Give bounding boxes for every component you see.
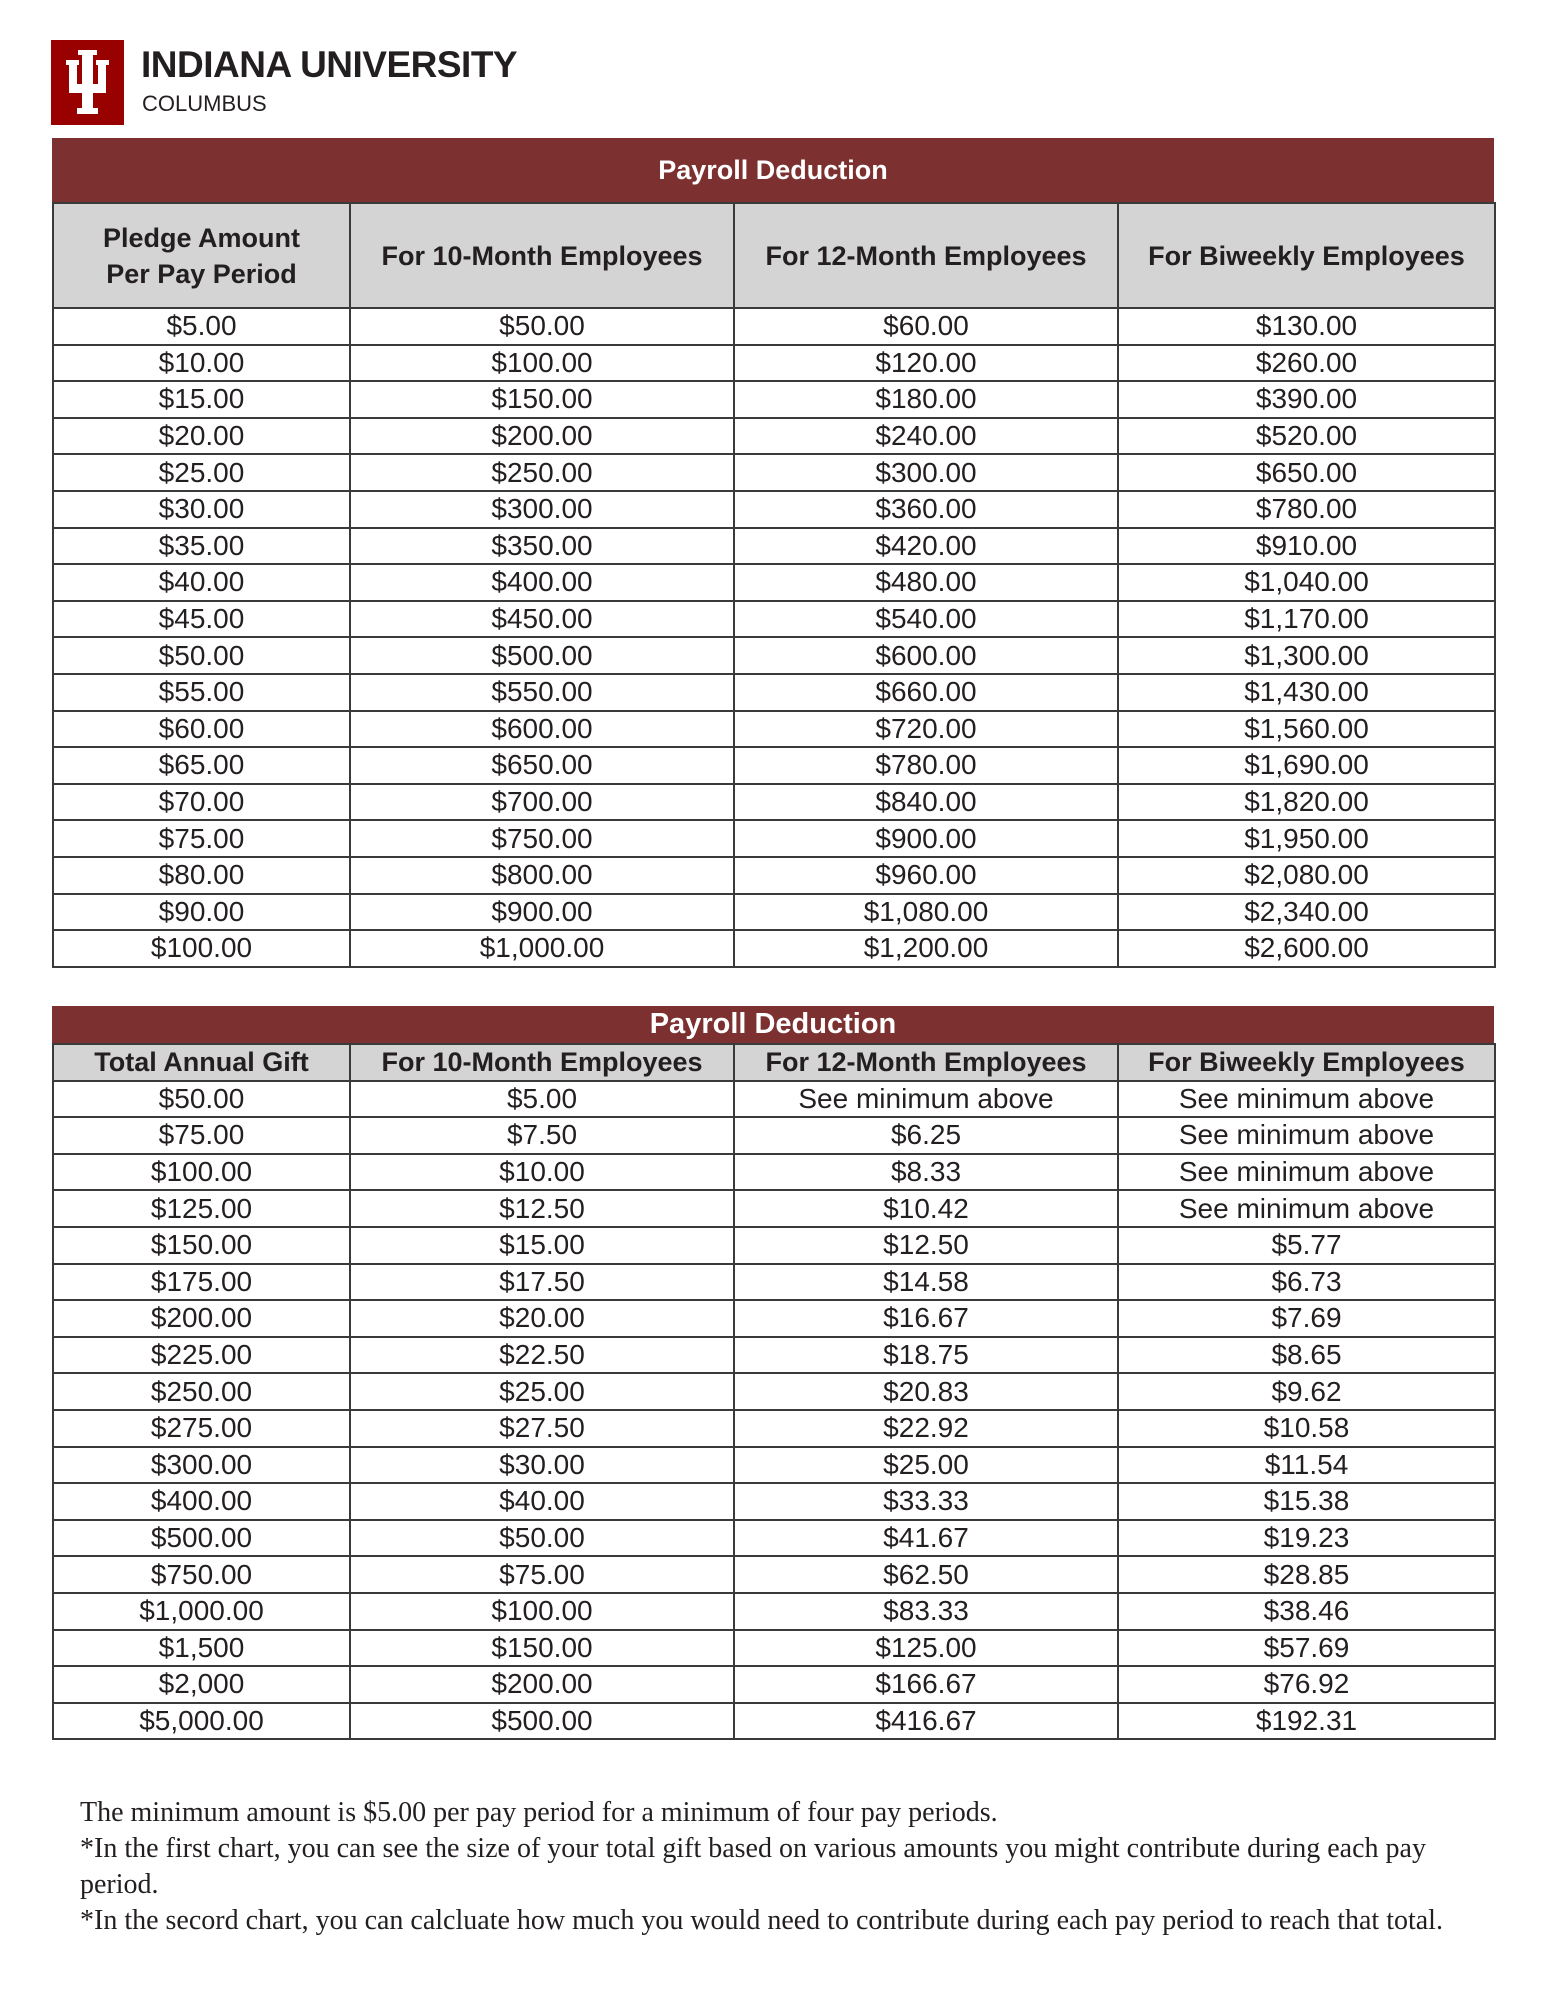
iu-trident-logo-icon — [51, 40, 124, 125]
table-cell: $57.69 — [1118, 1630, 1495, 1667]
table-cell: $390.00 — [1118, 381, 1495, 418]
col-header-12-month: For 12-Month Employees — [734, 203, 1118, 308]
table-row — [53, 674, 1495, 711]
table-cell: $100.00 — [53, 1154, 350, 1191]
table-row — [53, 1703, 1495, 1740]
table-cell: $650.00 — [350, 747, 734, 784]
table-cell: $600.00 — [734, 637, 1118, 674]
table-cell: $120.00 — [734, 345, 1118, 382]
table-cell: $25.00 — [350, 1373, 734, 1410]
table-cell: $20.83 — [734, 1373, 1118, 1410]
table-cell: $8.65 — [1118, 1337, 1495, 1374]
table-cell: $50.00 — [350, 1520, 734, 1557]
col-header-10-month: For 10-Month Employees — [350, 1044, 734, 1081]
table-cell: $125.00 — [734, 1630, 1118, 1667]
table-cell: $75.00 — [53, 1117, 350, 1154]
table-cell: $75.00 — [350, 1556, 734, 1593]
table-cell: $1,690.00 — [1118, 747, 1495, 784]
table-cell: $25.00 — [53, 454, 350, 491]
table-cell: $50.00 — [350, 308, 734, 345]
table-row — [53, 1483, 1495, 1520]
table-row — [53, 711, 1495, 748]
table-row — [53, 1410, 1495, 1447]
note-second-chart: *In the secord chart, you can calcluate how much you would need to contribute during each pay period to reach that total. — [80, 1905, 1443, 1936]
table-cell: $5.00 — [53, 308, 350, 345]
table-cell: $40.00 — [53, 564, 350, 601]
table-cell: $700.00 — [350, 784, 734, 821]
table-cell: $27.50 — [350, 1410, 734, 1447]
col-header-total-annual-gift: Total Annual Gift — [53, 1044, 350, 1081]
table-cell: $28.85 — [1118, 1556, 1495, 1593]
table-cell: $1,500 — [53, 1630, 350, 1667]
col-header-10-month: For 10-Month Employees — [350, 203, 734, 308]
table-cell: $780.00 — [734, 747, 1118, 784]
table-row — [53, 418, 1495, 455]
table-cell: $62.50 — [734, 1556, 1118, 1593]
table-cell: $225.00 — [53, 1337, 350, 1374]
table-row — [53, 308, 1495, 345]
table-cell: See minimum above — [1118, 1154, 1495, 1191]
table-cell: $750.00 — [53, 1556, 350, 1593]
table-cell: See minimum above — [1118, 1190, 1495, 1227]
campus-name: COLUMBUS — [142, 91, 267, 116]
table-cell: $12.50 — [350, 1190, 734, 1227]
table-cell: $350.00 — [350, 528, 734, 565]
table-cell: $300.00 — [53, 1447, 350, 1484]
table-cell: See minimum above — [1118, 1081, 1495, 1118]
table-cell: See minimum above — [734, 1081, 1118, 1118]
table-cell: $150.00 — [350, 1630, 734, 1667]
table-cell: $240.00 — [734, 418, 1118, 455]
table-cell: $45.00 — [53, 601, 350, 638]
table-cell: $1,430.00 — [1118, 674, 1495, 711]
pledge-table — [52, 202, 1496, 968]
table-cell: $50.00 — [53, 1081, 350, 1118]
table-cell: $6.25 — [734, 1117, 1118, 1154]
table-cell: $76.92 — [1118, 1666, 1495, 1703]
table-row — [53, 454, 1495, 491]
table-cell: $520.00 — [1118, 418, 1495, 455]
table-cell: $10.00 — [350, 1154, 734, 1191]
table-cell: $22.50 — [350, 1337, 734, 1374]
table-cell: $25.00 — [734, 1447, 1118, 1484]
table-row — [53, 637, 1495, 674]
annual-gift-table — [52, 1006, 1494, 1740]
table-cell: $12.50 — [734, 1227, 1118, 1264]
table-cell: $6.73 — [1118, 1264, 1495, 1301]
table-cell: $40.00 — [350, 1483, 734, 1520]
table-cell: $30.00 — [350, 1447, 734, 1484]
table-row — [53, 528, 1495, 565]
table-row — [53, 1300, 1495, 1337]
table-cell: $7.50 — [350, 1117, 734, 1154]
table-cell: $50.00 — [53, 637, 350, 674]
table-cell: $83.33 — [734, 1593, 1118, 1630]
table-cell: $7.69 — [1118, 1300, 1495, 1337]
table-cell: $60.00 — [734, 308, 1118, 345]
table-cell: $5,000.00 — [53, 1703, 350, 1740]
table-cell: $150.00 — [350, 381, 734, 418]
table-cell: $15.00 — [350, 1227, 734, 1264]
table-row — [53, 784, 1495, 821]
table-row — [53, 345, 1495, 382]
gift-table — [52, 1043, 1496, 1740]
header-row — [53, 1044, 1495, 1081]
table-cell: $10.42 — [734, 1190, 1118, 1227]
table-cell: $720.00 — [734, 711, 1118, 748]
table-cell: $550.00 — [350, 674, 734, 711]
table-cell: $19.23 — [1118, 1520, 1495, 1557]
table-row — [53, 747, 1495, 784]
table-cell: $500.00 — [350, 1703, 734, 1740]
table-cell: $1,040.00 — [1118, 564, 1495, 601]
note-minimum: The minimum amount is $5.00 per pay period for a minimum of four pay periods. — [80, 1797, 998, 1828]
table-cell: $910.00 — [1118, 528, 1495, 565]
table-cell: $1,000.00 — [53, 1593, 350, 1630]
table-row — [53, 1190, 1495, 1227]
table-cell: $22.92 — [734, 1410, 1118, 1447]
table-row — [53, 1081, 1495, 1118]
table-cell: $480.00 — [734, 564, 1118, 601]
table-cell: $9.62 — [1118, 1373, 1495, 1410]
table-cell: $60.00 — [53, 711, 350, 748]
table-row — [53, 491, 1495, 528]
table-cell: $500.00 — [53, 1520, 350, 1557]
table-cell: $75.00 — [53, 820, 350, 857]
col-header-12-month: For 12-Month Employees — [734, 1044, 1118, 1081]
table-cell: $540.00 — [734, 601, 1118, 638]
table-cell: $1,200.00 — [734, 930, 1118, 967]
table-row — [53, 564, 1495, 601]
table-cell: $960.00 — [734, 857, 1118, 894]
table-cell: $15.00 — [53, 381, 350, 418]
table-cell: $100.00 — [350, 345, 734, 382]
table-cell: $30.00 — [53, 491, 350, 528]
table-cell: $70.00 — [53, 784, 350, 821]
table-cell: $125.00 — [53, 1190, 350, 1227]
table-cell: $5.77 — [1118, 1227, 1495, 1264]
table-cell: $2,080.00 — [1118, 857, 1495, 894]
table-cell: $1,080.00 — [734, 894, 1118, 931]
table-cell: $14.58 — [734, 1264, 1118, 1301]
table-cell: $780.00 — [1118, 491, 1495, 528]
table-row — [53, 1630, 1495, 1667]
table-cell: $1,950.00 — [1118, 820, 1495, 857]
table-cell: $750.00 — [350, 820, 734, 857]
table-row — [53, 1227, 1495, 1264]
table-cell: $100.00 — [53, 930, 350, 967]
table-row — [53, 894, 1495, 931]
table-row — [53, 857, 1495, 894]
header-label: Pledge Amount Per Pay Period — [102, 222, 300, 289]
table-cell: $8.33 — [734, 1154, 1118, 1191]
table-cell: $2,600.00 — [1118, 930, 1495, 967]
table-cell: $175.00 — [53, 1264, 350, 1301]
table-row — [53, 1593, 1495, 1630]
table-cell: $1,300.00 — [1118, 637, 1495, 674]
table-cell: $18.75 — [734, 1337, 1118, 1374]
note-first-chart: *In the first chart, you can see the size of your total gift based on various amounts you might contribute during each pay period. — [80, 1833, 1426, 1900]
table-cell: $180.00 — [734, 381, 1118, 418]
table-row — [53, 820, 1495, 857]
table-cell: $250.00 — [53, 1373, 350, 1410]
table-cell: $1,000.00 — [350, 930, 734, 967]
table-cell: $90.00 — [53, 894, 350, 931]
pledge-per-period-table — [52, 138, 1494, 968]
table-cell: $1,170.00 — [1118, 601, 1495, 638]
table-cell: $80.00 — [53, 857, 350, 894]
table-cell: $130.00 — [1118, 308, 1495, 345]
table-cell: $10.00 — [53, 345, 350, 382]
table-cell: $35.00 — [53, 528, 350, 565]
table-cell: $800.00 — [350, 857, 734, 894]
table-cell: $1,820.00 — [1118, 784, 1495, 821]
table-cell: $17.50 — [350, 1264, 734, 1301]
col-header-biweekly: For Biweekly Employees — [1118, 203, 1495, 308]
table-cell: $300.00 — [734, 454, 1118, 491]
table-cell: $2,340.00 — [1118, 894, 1495, 931]
table-cell: $840.00 — [734, 784, 1118, 821]
table-cell: $360.00 — [734, 491, 1118, 528]
table-cell: $1,560.00 — [1118, 711, 1495, 748]
table-cell: $10.58 — [1118, 1410, 1495, 1447]
table-cell: $2,000 — [53, 1666, 350, 1703]
table-row — [53, 1154, 1495, 1191]
table-cell: $20.00 — [350, 1300, 734, 1337]
table-cell: $100.00 — [350, 1593, 734, 1630]
table-row — [53, 1556, 1495, 1593]
table-cell: $400.00 — [350, 564, 734, 601]
table-cell: $275.00 — [53, 1410, 350, 1447]
table-title: Payroll Deduction — [52, 1006, 1494, 1043]
table-cell: $16.67 — [734, 1300, 1118, 1337]
table-cell: See minimum above — [1118, 1117, 1495, 1154]
table-row — [53, 1337, 1495, 1374]
table-row — [53, 1666, 1495, 1703]
table-row — [53, 930, 1495, 967]
table-cell: $5.00 — [350, 1081, 734, 1118]
table-cell: $192.31 — [1118, 1703, 1495, 1740]
table-cell: $650.00 — [1118, 454, 1495, 491]
table-cell: $200.00 — [53, 1300, 350, 1337]
table-cell: $33.33 — [734, 1483, 1118, 1520]
table-cell: $260.00 — [1118, 345, 1495, 382]
table-cell: $65.00 — [53, 747, 350, 784]
table-cell: $400.00 — [53, 1483, 350, 1520]
table-cell: $15.38 — [1118, 1483, 1495, 1520]
table-cell: $200.00 — [350, 418, 734, 455]
table-row — [53, 1264, 1495, 1301]
table-cell: $900.00 — [350, 894, 734, 931]
table-cell: $420.00 — [734, 528, 1118, 565]
table-cell: $250.00 — [350, 454, 734, 491]
table-cell: $55.00 — [53, 674, 350, 711]
table-cell: $600.00 — [350, 711, 734, 748]
footnotes — [80, 1795, 1480, 1939]
table-cell: $166.67 — [734, 1666, 1118, 1703]
table-row — [53, 1373, 1495, 1410]
table-row — [53, 381, 1495, 418]
col-header-biweekly: For Biweekly Employees — [1118, 1044, 1495, 1081]
table-cell: $41.67 — [734, 1520, 1118, 1557]
table-row — [53, 1520, 1495, 1557]
university-name: INDIANA UNIVERSITY — [141, 44, 518, 85]
table-row — [53, 1447, 1495, 1484]
table-row — [53, 601, 1495, 638]
table-cell: $300.00 — [350, 491, 734, 528]
table-title: Payroll Deduction — [52, 138, 1494, 202]
table-cell: $450.00 — [350, 601, 734, 638]
table-cell: $150.00 — [53, 1227, 350, 1264]
table-cell: $11.54 — [1118, 1447, 1495, 1484]
table-cell: $200.00 — [350, 1666, 734, 1703]
header-row — [53, 203, 1495, 308]
table-cell: $416.67 — [734, 1703, 1118, 1740]
table-row — [53, 1117, 1495, 1154]
table-cell: $38.46 — [1118, 1593, 1495, 1630]
table-cell: $900.00 — [734, 820, 1118, 857]
table-cell: $500.00 — [350, 637, 734, 674]
col-header-pledge-amount — [53, 203, 350, 308]
table-cell: $20.00 — [53, 418, 350, 455]
table-cell: $660.00 — [734, 674, 1118, 711]
